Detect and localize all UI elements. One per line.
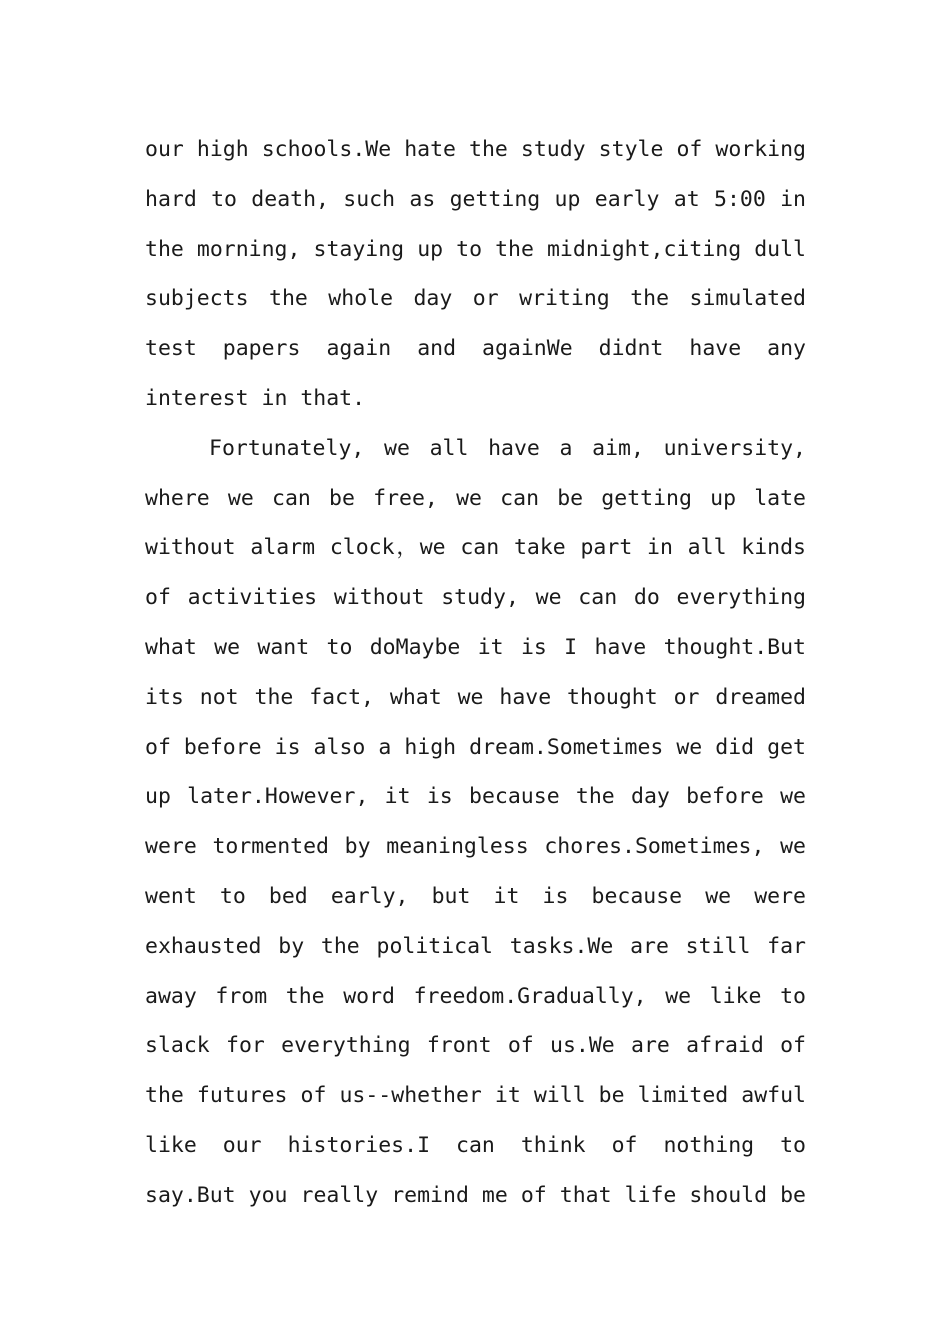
text-line: the futures of us--whether it will be limited awful [145,1083,806,1109]
text-line: Fortunately, we all have a aim, university, [209,435,806,461]
text-line: its not the fact, what we have thought or dreamed [145,684,806,710]
text-line: where we can be free, we can be getting up late [145,485,806,511]
text-line: what we want to doMaybe it is I have thought.But [145,634,806,660]
text-line: of before is also a high dream.Sometimes we did get [145,734,806,760]
text-line: hard to death, such as getting up early at 5:00 in [145,186,806,212]
text-line: away from the word freedom.Gradually, we like to [145,983,806,1009]
text-line: exhausted by the political tasks.We are still far [145,933,806,959]
text-line: like our histories.I can think of nothing to [145,1132,806,1158]
text-line: say.But you really remind me of that life should be [145,1182,806,1208]
text-line: without alarm clock，we can take part in all kinds [145,535,806,561]
body-text [145,125,806,1221]
paragraph-1 [145,125,806,424]
text-line: the morning, staying up to the midnight,citing dull [145,236,806,262]
text-line: our high schools.We hate the study style of working [145,137,806,162]
text-line: went to bed early, but it is because we were [145,883,806,909]
text-line: subjects the whole day or writing the simulated [145,286,806,312]
text-line: test papers again and againWe didnt have any [145,336,806,362]
text-line: slack for everything front of us.We are afraid of [145,1033,806,1059]
text-line: interest in that. [145,385,366,411]
text-line: up later.However, it is because the day before we [145,784,806,810]
text-line: were tormented by meaningless chores.Sometimes, we [145,834,806,860]
text-line: of activities without study, we can do everything [145,585,806,611]
paragraph-2 [145,424,806,1221]
